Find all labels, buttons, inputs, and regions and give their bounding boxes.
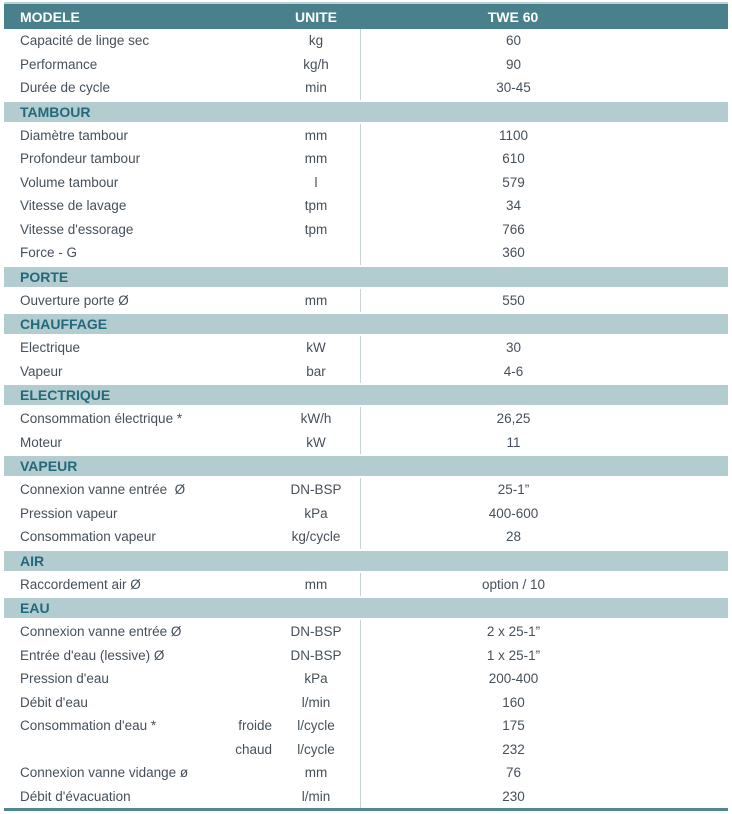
table-row [4, 194, 728, 218]
row-unit: kPa [304, 671, 328, 687]
row-sub [210, 478, 272, 502]
section-header-tambour [4, 102, 728, 122]
row-label: Vitesse de lavage [20, 198, 127, 214]
row-sub [210, 785, 272, 809]
table-header-row [4, 2, 728, 29]
row-sub [210, 667, 272, 691]
row-rest [666, 785, 728, 809]
row-value: 30-45 [360, 76, 666, 100]
table-row [4, 525, 728, 549]
row-unit: DN-BSP [290, 482, 342, 498]
row-label: Connexion vanne entrée Ø [20, 624, 182, 640]
row-rest [666, 29, 728, 53]
row-sub [210, 194, 272, 218]
section-title: TAMBOUR [20, 103, 91, 120]
row-unit: mm [304, 151, 328, 167]
bottom-rule [4, 808, 728, 811]
row-rest [666, 691, 728, 715]
row-rest [666, 289, 728, 313]
table-row [4, 573, 728, 597]
row-label: Electrique [20, 340, 81, 356]
row-sub [210, 29, 272, 53]
table-row [4, 620, 728, 644]
row-rest [666, 53, 728, 77]
row-sub [210, 76, 272, 100]
row-unit: mm [304, 127, 328, 143]
row-value: 11 [360, 431, 666, 455]
row-value: 25-1” [360, 478, 666, 502]
row-sub [210, 644, 272, 668]
row-unit [272, 241, 360, 265]
row-unit: DN-BSP [290, 647, 342, 663]
section-title: ELECTRIQUE [20, 387, 111, 403]
row-rest [666, 525, 728, 549]
row-value: 610 [360, 147, 666, 171]
section-header-air [4, 551, 728, 571]
table-row [4, 761, 728, 785]
row-unit: l/min [301, 788, 331, 804]
row-unit: kW/h [300, 411, 332, 427]
table-row [4, 407, 728, 431]
row-unit: l/cycle [297, 718, 335, 734]
row-unit: tpm [304, 221, 328, 237]
row-rest [666, 76, 728, 100]
row-label: Vitesse d'essorage [20, 221, 134, 237]
row-unit: mm [304, 576, 328, 592]
row-sub [210, 431, 272, 455]
row-rest [666, 620, 728, 644]
table-row [4, 124, 728, 148]
row-rest [666, 667, 728, 691]
row-unit: kg/h [303, 56, 329, 72]
row-value: 160 [360, 691, 666, 715]
row-rest [666, 502, 728, 526]
row-rest [666, 171, 728, 195]
row-rest [666, 573, 728, 597]
row-label: Profondeur tambour [20, 151, 141, 167]
row-value: 175 [360, 714, 666, 738]
table-row [4, 691, 728, 715]
row-value: option / 10 [360, 573, 666, 597]
row-label [4, 738, 210, 762]
row-label: Pression d'eau [20, 671, 109, 687]
row-sub [210, 620, 272, 644]
row-rest [666, 714, 728, 738]
row-value: 360 [360, 241, 666, 265]
table-row [4, 147, 728, 171]
row-sub [210, 336, 272, 360]
table-row [4, 218, 728, 242]
row-rest [666, 644, 728, 668]
row-rest [666, 761, 728, 785]
table-row [4, 785, 728, 809]
table-row [4, 714, 728, 738]
row-unit: bar [306, 363, 326, 379]
table-row [4, 76, 728, 100]
row-label: Force - G [20, 245, 78, 261]
row-sub [210, 124, 272, 148]
row-value: 400-600 [360, 502, 666, 526]
row-label: Volume tambour [20, 174, 119, 190]
row-sub [210, 573, 272, 597]
row-sub [210, 171, 272, 195]
row-value: 26,25 [360, 407, 666, 431]
spec-table-body [4, 29, 728, 808]
row-label: Capacité de linge sec [20, 33, 150, 49]
row-rest [666, 336, 728, 360]
row-unit: l [314, 174, 318, 190]
row-rest [666, 147, 728, 171]
row-label: Raccordement air Ø [20, 576, 141, 592]
col-header-modele: MODELE [20, 8, 80, 25]
row-unit: kW [306, 434, 326, 450]
row-label: Diamètre tambour [20, 127, 129, 143]
row-rest [666, 407, 728, 431]
row-rest [666, 478, 728, 502]
section-header-vapeur [4, 456, 728, 476]
row-sub [210, 691, 272, 715]
section-title: CHAUFFAGE [20, 316, 108, 332]
row-unit: min [305, 80, 327, 96]
row-sub [210, 407, 272, 431]
table-row [4, 29, 728, 53]
row-rest [666, 241, 728, 265]
row-unit: mm [304, 292, 328, 308]
row-value: 76 [360, 761, 666, 785]
section-header-chauffage [4, 314, 728, 334]
row-rest [666, 194, 728, 218]
row-unit: tpm [304, 198, 328, 214]
row-value: 232 [360, 738, 666, 762]
row-unit: DN-BSP [290, 624, 342, 640]
table-row [4, 667, 728, 691]
row-sub: froide [238, 718, 272, 734]
row-value: 579 [360, 171, 666, 195]
row-label: Ouverture porte Ø [20, 292, 129, 308]
section-header-porte [4, 267, 728, 287]
table-row [4, 171, 728, 195]
row-sub [210, 53, 272, 77]
row-label: Entrée d'eau (lessive) Ø [20, 647, 165, 663]
row-rest [666, 124, 728, 148]
row-rest [666, 360, 728, 384]
row-label: Consommation vapeur [20, 529, 156, 545]
row-unit: l/cycle [297, 741, 335, 757]
row-sub [210, 289, 272, 313]
col-header-twe60: TWE 60 [487, 8, 539, 25]
row-label: Débit d'évacuation [20, 788, 131, 804]
row-rest [666, 431, 728, 455]
row-value: 90 [360, 53, 666, 77]
row-label: Connexion vanne vidange ø [20, 765, 189, 781]
table-row [4, 644, 728, 668]
row-label: Consommation électrique * [20, 411, 183, 427]
row-value: 28 [360, 525, 666, 549]
row-value: 550 [360, 289, 666, 313]
row-label: Pression vapeur [20, 505, 118, 521]
row-rest [666, 738, 728, 762]
row-label: Débit d'eau [20, 694, 88, 710]
row-label: Connexion vanne entrée Ø [20, 482, 186, 498]
row-label: Durée de cycle [20, 80, 111, 96]
row-label: Consommation d'eau * [20, 718, 157, 734]
row-unit: kW [306, 340, 326, 356]
row-rest [666, 218, 728, 242]
row-sub [210, 218, 272, 242]
section-title: PORTE [20, 268, 69, 285]
row-unit: l/min [301, 694, 331, 710]
row-sub [210, 525, 272, 549]
row-sub [210, 502, 272, 526]
row-value: 30 [360, 336, 666, 360]
row-value: 60 [360, 29, 666, 53]
row-unit: kPa [304, 505, 328, 521]
row-sub: chaud [235, 741, 272, 757]
row-unit: mm [304, 765, 328, 781]
table-row [4, 289, 728, 313]
row-sub [210, 761, 272, 785]
section-title: VAPEUR [20, 458, 78, 474]
section-title: EAU [20, 600, 50, 616]
row-value: 1 x 25-1” [360, 644, 666, 668]
row-sub [210, 241, 272, 265]
row-unit: kg [308, 33, 324, 49]
table-row [4, 738, 728, 762]
table-row [4, 53, 728, 77]
row-value: 2 x 25-1” [360, 620, 666, 644]
col-header-unite: UNITE [295, 8, 337, 25]
row-value: 4-6 [360, 360, 666, 384]
row-sub [210, 360, 272, 384]
row-label: Vapeur [20, 363, 63, 379]
row-value: 766 [360, 218, 666, 242]
table-row [4, 431, 728, 455]
row-label: Performance [20, 56, 98, 72]
row-value: 1100 [360, 124, 666, 148]
table-row [4, 502, 728, 526]
row-value: 34 [360, 194, 666, 218]
row-value: 200-400 [360, 667, 666, 691]
section-title: AIR [20, 552, 45, 569]
table-row [4, 336, 728, 360]
table-row [4, 241, 728, 265]
row-unit: kg/cycle [291, 529, 341, 545]
table-row [4, 360, 728, 384]
row-sub [210, 147, 272, 171]
row-label: Moteur [20, 434, 63, 450]
table-row [4, 478, 728, 502]
section-header-eau [4, 598, 728, 618]
row-value: 230 [360, 785, 666, 809]
section-header-electrique [4, 385, 728, 405]
